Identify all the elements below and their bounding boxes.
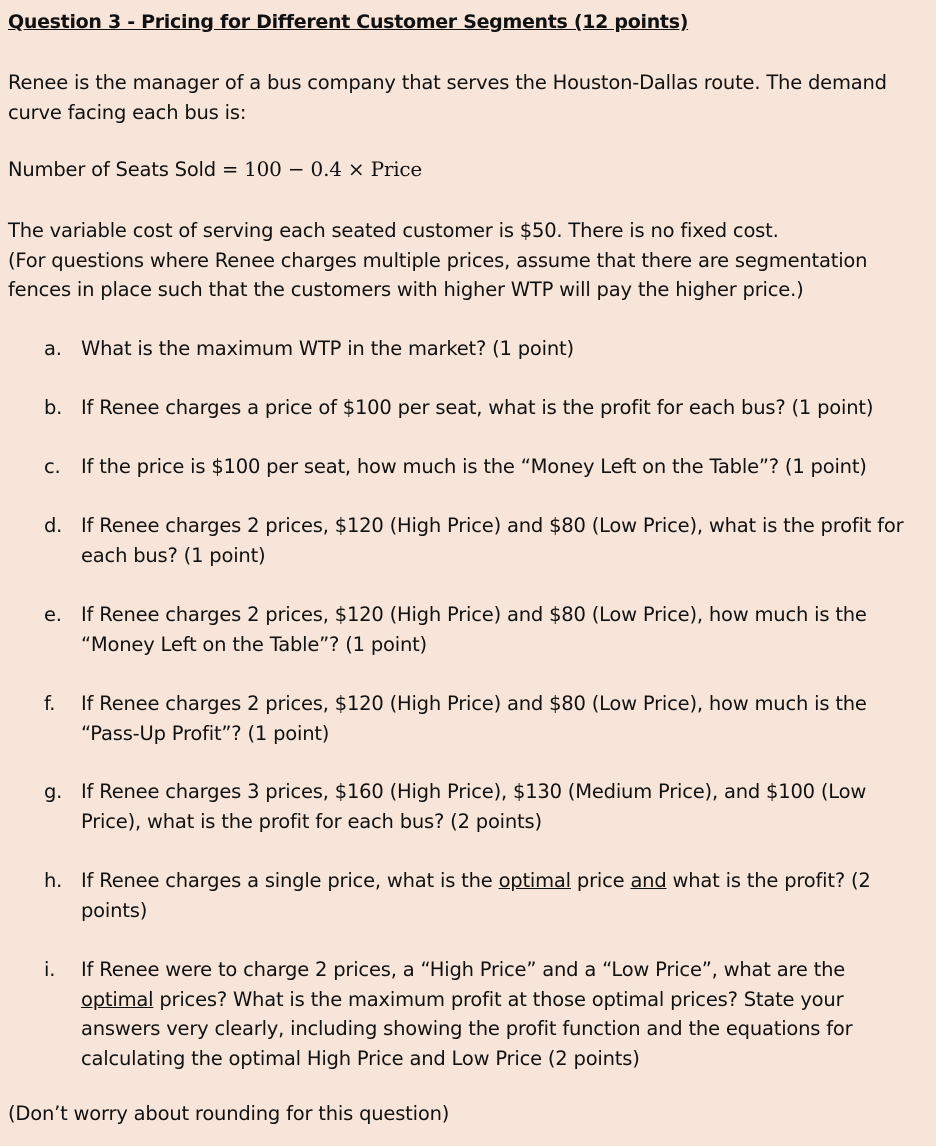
intro-line-1: Renee is the manager of a bus company that serves the Houston-Dallas route. The demand (8, 71, 887, 94)
item-text: What is the maximum WTP in the market? (1 point) (81, 337, 574, 360)
item-marker: i. (44, 958, 56, 981)
item-marker: e. (44, 603, 62, 626)
item-text-line-1: If Renee charges 2 prices, $120 (High Price) and $80 (Low Price), how much is the (81, 692, 867, 715)
item-text-line-2: each bus? (1 point) (81, 543, 266, 567)
item-text-line-2: Price), what is the profit for each bus? (2 points) (81, 809, 542, 833)
demand-formula (8, 157, 422, 181)
item-marker: a. (44, 337, 62, 360)
item-text: If the price is $100 per seat, how much is the “Money Left on the Table”? (1 point) (81, 455, 867, 478)
item-text-segment: prices? What is the maximum profit at those optimal prices? State your (153, 987, 844, 1011)
underlined-optimal: optimal (498, 869, 571, 892)
item-text-line-1: If Renee were to charge 2 prices, a “High Price” and a “Low Price”, what are the (81, 958, 846, 981)
formula-expression: 100 − 0.4 × Price (244, 157, 423, 181)
cost-line-1: The variable cost of serving each seated customer is $50. There is no fixed cost. (8, 219, 779, 242)
item-text-line-4: calculating the optimal High Price and Low Price (2 points) (81, 1046, 640, 1070)
item-text-line-2: points) (81, 898, 148, 922)
intro-line-2: curve facing each bus is: (8, 100, 247, 124)
footer-note: (Don’t worry about rounding for this question) (8, 1102, 450, 1125)
question-title: Question 3 - Pricing for Different Customer Segments (12 points) (8, 11, 689, 33)
cost-line-2: (For questions where Renee charges multiple prices, assume that there are segmentation (8, 248, 868, 272)
cost-paragraph (8, 216, 867, 305)
item-marker: g. (44, 780, 63, 803)
underlined-and: and (630, 869, 667, 892)
item-marker: b. (44, 396, 63, 419)
formula-label: Number of Seats Sold = (8, 158, 245, 181)
item-text-line-2: “Money Left on the Table”? (1 point) (81, 632, 427, 656)
intro-paragraph (8, 68, 887, 127)
item-text-segment: what is the profit? (2 (666, 869, 871, 892)
item-text: If Renee charges a price of $100 per seat, what is the profit for each bus? (1 point) (81, 396, 874, 419)
item-marker: h. (44, 869, 63, 892)
item-text-line-2 (81, 985, 931, 1015)
item-marker: d. (44, 514, 63, 537)
item-text-segment: price (570, 869, 631, 892)
item-marker: c. (44, 455, 61, 478)
item-marker: f. (44, 692, 56, 715)
item-text-segment: If Renee charges a single price, what is the (81, 869, 499, 892)
underlined-optimal: optimal (81, 987, 154, 1011)
cost-line-3: fences in place such that the customers with higher WTP will pay the higher price.) (8, 278, 804, 301)
item-text-line-1: If Renee charges 3 prices, $160 (High Price), $130 (Medium Price), and $100 (Low (81, 780, 867, 803)
item-text-line-1: If Renee charges 2 prices, $120 (High Price) and $80 (Low Price), what is the profit for (81, 514, 904, 537)
item-text-line-3: answers very clearly, including showing the profit function and the equations for (81, 1017, 853, 1040)
item-text-line-1 (81, 866, 931, 896)
item-text-line-1: If Renee charges 2 prices, $120 (High Price) and $80 (Low Price), how much is the (81, 603, 867, 626)
item-text-line-2: “Pass-Up Profit”? (1 point) (81, 721, 330, 745)
